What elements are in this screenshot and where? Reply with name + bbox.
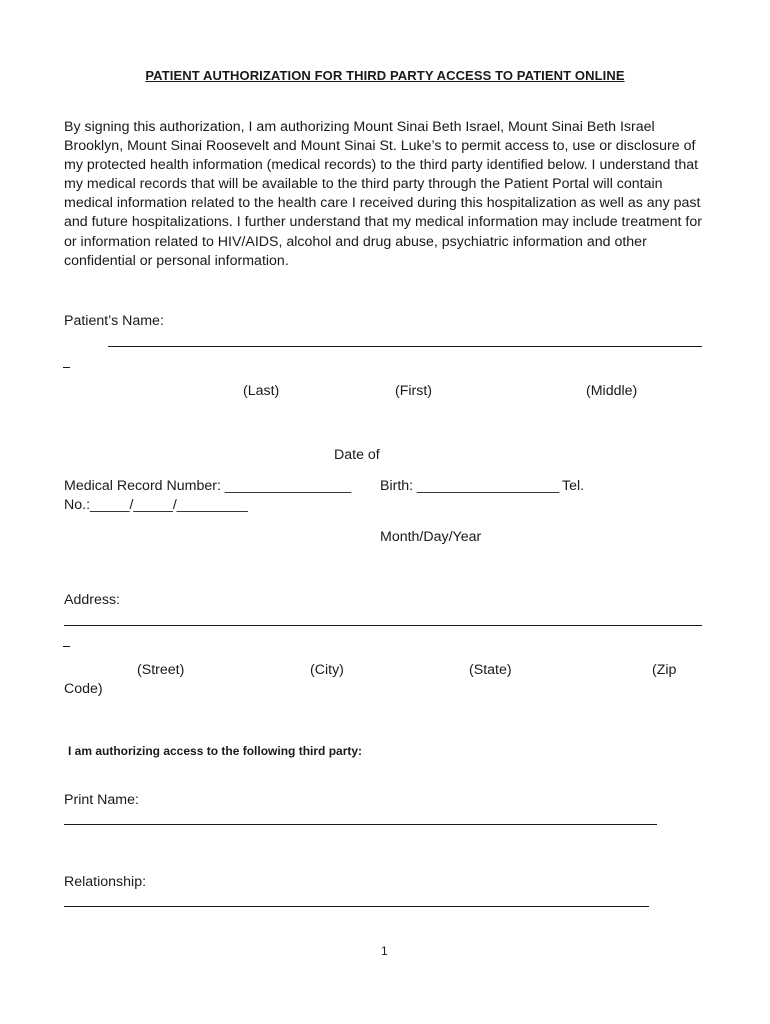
relationship-line[interactable] — [64, 906, 649, 907]
patient-name-middle-caption: (Middle) — [586, 383, 638, 399]
patient-name-first-caption: (First) — [395, 383, 433, 399]
medical-record-number-field[interactable]: Medical Record Number: ________________ — [64, 478, 352, 494]
address-label: Address: — [64, 592, 120, 608]
dob-format-caption: Month/Day/Year — [380, 529, 482, 545]
third-party-heading: I am authorizing access to the following third party: — [68, 744, 363, 758]
authorization-paragraph: By signing this authorization, I am authorizing Mount Sinai Beth Israel, Mount Sinai Beth Israel Brooklyn, Mount Sinai Roosevelt and Mount Sinai St. Luke’s to permit access to, use or disclosure of my protected health information (medical records) to the third party identified below. I understand that my medical records that will be available to the third party through the Patient Portal will contain medical information related to the health care I received during this hospitalization as well as any past and future hospitalizations. I further understand that my medical information may include treatment for or information related to HIV/AIDS, alcohol and drug abuse, psychiatric information and other confidential or personal information. — [64, 119, 702, 269]
address-zip-caption: (Zip — [652, 662, 677, 678]
dob-label-top: Date of — [334, 447, 380, 463]
print-name-line[interactable] — [64, 824, 657, 825]
address-line-continuation — [63, 646, 70, 647]
address-city-caption: (City) — [310, 662, 344, 678]
print-name-label: Print Name: — [64, 792, 139, 808]
patient-name-last-caption: (Last) — [243, 383, 280, 399]
patient-name-label: Patient’s Name: — [64, 313, 164, 329]
address-state-caption: (State) — [469, 662, 512, 678]
address-zip-caption-continued: Code) — [64, 681, 103, 697]
page-number: 1 — [381, 944, 388, 958]
tel-number-field[interactable]: No.:_____/_____/_________ — [64, 497, 248, 513]
patient-name-line-continuation — [63, 367, 70, 368]
patient-name-line[interactable] — [108, 346, 702, 347]
address-street-caption: (Street) — [137, 662, 185, 678]
date-of-birth-field[interactable]: Birth: __________________ — [380, 478, 560, 494]
relationship-label: Relationship: — [64, 874, 147, 890]
address-line[interactable] — [64, 625, 702, 626]
document-title: PATIENT AUTHORIZATION FOR THIRD PARTY ACCESS TO PATIENT ONLINE — [145, 68, 625, 83]
tel-label: Tel. — [562, 478, 585, 494]
